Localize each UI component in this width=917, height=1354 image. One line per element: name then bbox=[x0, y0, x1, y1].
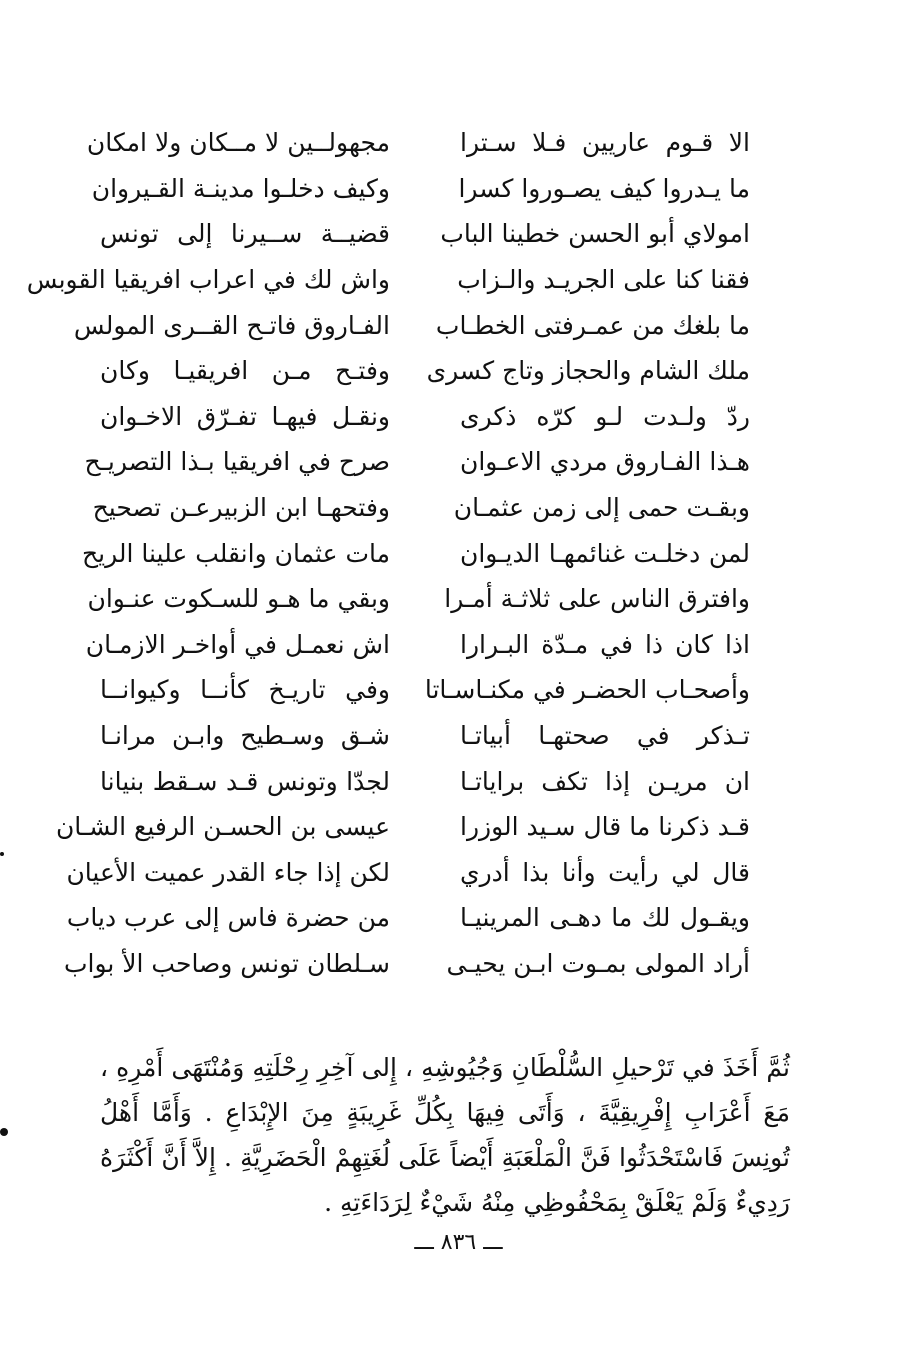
first-hemistich: امولاي أبو الحسن خطينا الباب bbox=[440, 219, 750, 249]
second-hemistich: وفي تاريـخ كأنــا وكيوانــا bbox=[100, 675, 390, 705]
verse-row bbox=[91, 166, 750, 212]
page-number: ـــ ٨٣٦ ـــ bbox=[414, 1230, 503, 1255]
verse-row bbox=[84, 439, 750, 485]
first-hemistich: قـد ذكرنا ما قال سـيد الوزرا bbox=[460, 812, 750, 842]
first-hemistich: فقنا كنا على الجريـد والـزاب bbox=[457, 265, 750, 295]
second-hemistich: من حضرة فاس إلى عرب دياب bbox=[66, 903, 390, 933]
first-hemistich: وأصحـاب الحضـر في مكنـاسـاتا bbox=[424, 675, 750, 705]
second-hemistich: الفـاروق فاتـح القــرى المولس bbox=[73, 310, 390, 340]
prose-paragraph: ثُمَّ أَخَذَ في تَرْحيلِ السُّلْطَانِ وَجُيُوشِهِ ، إِلى آخِرِ رِحْلَتِهِ وَمُنْتَهَى أَمْرِهِ ، مَعَ أَعْرَابِ إِفْرِيقِيَّةَ ، وَأَتَى فِيهَا بِكُلِّ غَرِيبَةٍ مِنَ الإِبْدَاعِ . وَأَمَّا أَهْلُ تُونِسَ فَاسْتَحْدَثُوا فَنَّ الْمَلْعَبَةِ أَيْضاً عَلَى لُغَتِهِمْ الْحَضَرِيَّةِ . إِلاَّ أَنَّ أَكْثَرَهُ رَدِيءٌ وَلَمْ يَعْلَقْ بِمَحْفُوظِي مِنْهُ شَيْءٌ لِرَدَاءَتِهِ . bbox=[100, 1053, 790, 1217]
verse-row bbox=[92, 485, 750, 531]
first-hemistich: ردّ ولـدت لـو كرّه ذكرى bbox=[460, 401, 750, 431]
verse-row bbox=[85, 622, 750, 668]
verse-row bbox=[100, 211, 750, 257]
second-hemistich: وكيف دخلـوا مدينـة القـيروان bbox=[91, 173, 390, 203]
first-hemistich: اذا كان ذا في مـدّة البـرارا bbox=[460, 629, 750, 659]
verse-row bbox=[100, 348, 750, 394]
verse-row bbox=[86, 120, 750, 166]
second-hemistich: واش لك في اعراب افريقيا القوبس bbox=[26, 265, 390, 295]
verse-row bbox=[100, 758, 750, 804]
first-hemistich: أراد المولى بمـوت ابـن يحيـى bbox=[446, 948, 750, 978]
verse-row bbox=[100, 394, 750, 440]
second-hemistich: اش نعمـل في أواخـر الازمـان bbox=[85, 629, 390, 659]
second-hemistich: مجهولــين لا مــكان ولا امكان bbox=[86, 128, 390, 158]
margin-mark bbox=[0, 1128, 8, 1136]
second-hemistich: سـلطان تونس وصاحب الأ بواب bbox=[63, 948, 390, 978]
verse-row bbox=[66, 895, 750, 941]
verse-row bbox=[55, 804, 750, 850]
second-hemistich: قضيــة ســيرنا إلى تونس bbox=[100, 219, 390, 249]
verse-row bbox=[87, 576, 750, 622]
verse-row bbox=[26, 257, 750, 303]
second-hemistich: ونقـل فيهـا تفـرّق الاخـوان bbox=[100, 401, 390, 431]
second-hemistich: وبقي ما هـو للسـكوت عنـوان bbox=[87, 584, 390, 614]
first-hemistich: ملك الشام والحجاز وتاج كسرى bbox=[426, 356, 750, 386]
first-hemistich: ما يـدروا كيف يصـوروا كسرا bbox=[458, 173, 750, 203]
verse-row bbox=[73, 302, 750, 348]
verse-row bbox=[81, 530, 750, 576]
second-hemistich: وفتـح مـن افريقيـا وكان bbox=[100, 356, 390, 386]
poem-block bbox=[26, 120, 750, 986]
first-hemistich: وبقـت حمى إلى زمن عثمـان bbox=[453, 493, 750, 523]
second-hemistich: صرح في افريقيا بـذا التصريـح bbox=[84, 447, 390, 477]
verse-row bbox=[63, 941, 750, 987]
verse-row bbox=[100, 713, 750, 759]
first-hemistich: تـذكر في صحتهـا أبياتـا bbox=[460, 721, 750, 751]
first-hemistich: قال لي رأيت وأنا بذا أدري bbox=[460, 857, 750, 887]
first-hemistich: الا قـوم عاريين فـلا سـترا bbox=[460, 128, 750, 158]
second-hemistich: شـق وسـطيح وابـن مرانـا bbox=[100, 721, 390, 751]
first-hemistich: هـذا الفـاروق مردي الاعـوان bbox=[460, 447, 750, 477]
second-hemistich: وفتحهـا ابن الزبيرعـن تصحيح bbox=[92, 493, 390, 523]
verse-row bbox=[100, 667, 750, 713]
first-hemistich: وافترق الناس على ثلاثـة أمـرا bbox=[444, 584, 750, 614]
margin-mark bbox=[0, 852, 4, 856]
second-hemistich: عيسى بن الحسـن الرفيع الشـان bbox=[55, 812, 390, 842]
second-hemistich: مات عثمان وانقلب علينا الريح bbox=[81, 538, 390, 568]
first-hemistich: لمن دخلـت غنائمهـا الديـوان bbox=[460, 538, 750, 568]
first-hemistich: ويقـول لك ما دهـى المرينيـا bbox=[460, 903, 750, 933]
second-hemistich: لجدّا وتونس قـد سـقط بنيانا bbox=[100, 766, 390, 796]
verse-row bbox=[66, 850, 750, 896]
first-hemistich: ما بلغك من عمـرفتى الخطـاب bbox=[435, 310, 750, 340]
second-hemistich: لكن إذا جاء القدر عميت الأعيان bbox=[66, 857, 390, 887]
first-hemistich: ان مريـن إذا تكف براياتـا bbox=[460, 766, 750, 796]
